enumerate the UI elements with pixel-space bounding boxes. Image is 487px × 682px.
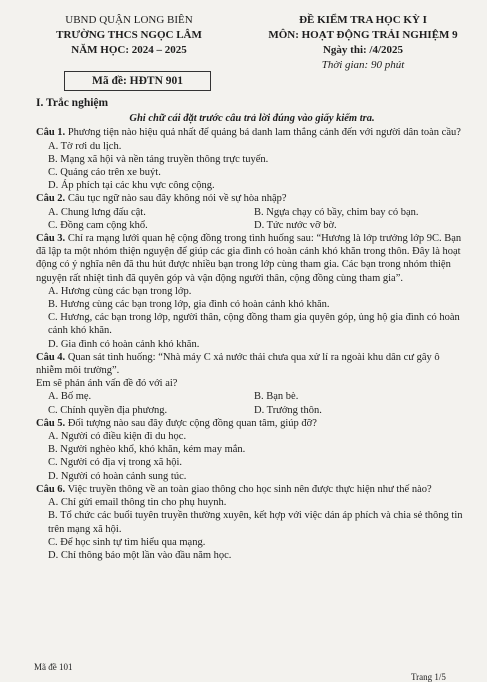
option: A. Hương cùng các bạn trong lớp. xyxy=(48,285,192,297)
option: B. Người nghèo khổ, khó khăn, kém may mắn. xyxy=(48,444,246,456)
option: C. Đồng cam cộng khổ. xyxy=(48,219,148,231)
exam-subject: MÔN: HOẠT ĐỘNG TRẢI NGHIỆM 9 xyxy=(268,29,458,41)
option: C. Quảng cáo trên xe buýt. xyxy=(48,167,161,179)
instruction: Ghi chữ cái đặt trước câu trả lời đúng vào giấy kiểm tra. xyxy=(129,113,375,125)
question-number: Câu 2. xyxy=(36,193,66,205)
school-name: TRƯỜNG THCS NGỌC LÂM xyxy=(56,29,202,41)
question-3 xyxy=(36,232,468,285)
option-row xyxy=(48,219,468,232)
section-title: I. Trắc nghiệm xyxy=(36,97,109,109)
question-number: Câu 6. xyxy=(36,483,66,495)
option: C. Để học sinh tự tìm hiểu qua mạng. xyxy=(48,536,206,548)
option: D. Trưởng thôn. xyxy=(254,404,322,416)
exam-time: Thời gian: 90 phút xyxy=(321,59,405,71)
exam-date: Ngày thi: /4/2025 xyxy=(322,44,404,56)
option: A. Chung lưng đấu cật. xyxy=(48,206,146,218)
option: D. Người có hoàn cảnh sung túc. xyxy=(48,470,187,482)
option: B. Hương cùng các bạn trong lớp, gia đình có hoàn cảnh khó khăn. xyxy=(48,299,330,311)
question-text: Việc truyền thông về an toàn giao thông cho học sinh nên được thực hiện như thế nào? xyxy=(67,483,432,495)
exam-code-box: Mã đề: HĐTN 901 xyxy=(64,71,211,91)
option: A. Chỉ gửi email thông tin cho phụ huynh. xyxy=(48,497,227,509)
question-text: Đối tượng nào sau đây được cộng đồng quan tâm, giúp đỡ? xyxy=(67,417,317,429)
question-2 xyxy=(36,192,468,205)
question-number: Câu 3. xyxy=(36,233,66,245)
school-header xyxy=(36,13,222,58)
question-5 xyxy=(36,417,468,430)
question-6 xyxy=(36,483,468,496)
question-number: Câu 5. xyxy=(36,417,66,429)
option: D. Áp phích tại các khu vực công cộng. xyxy=(48,180,215,192)
question-text: Chỉ ra mạng lưới quan hệ cộng đồng trong tình huống sau: “Hương là lớp trưởng lớp 9C. Bạn đã lập ta một nhóm thiện nguyện để giúp các gia đình có hoàn cảnh khó khăn trong thôn. Đây là hoạt động có ý nghĩa nên đã thu hút được nhiều bạn trong lớp cùng tham gia. Các bạn trong nhóm thiện nguyện rất nhiệt tình đã quyên góp và vận động người thân, cộng đồng cùng tham gia”. xyxy=(36,233,462,284)
footer-exam-code: Mã đề 101 xyxy=(34,662,73,672)
question-number: Câu 1. xyxy=(36,127,66,139)
school-year: NĂM HỌC: 2024 – 2025 xyxy=(71,44,187,56)
footer-page-number: Trang 1/5 xyxy=(411,672,446,682)
option: B. Tổ chức các buổi tuyên truyền thường xuyên, kết hợp với việc dán áp phích và chia sẻ thông tin trên mạng xã hội. xyxy=(48,510,463,535)
option: C. Người có địa vị trong xã hội. xyxy=(48,457,183,469)
question-4 xyxy=(36,351,468,377)
option-row xyxy=(48,390,468,403)
option: B. Mạng xã hội và nền tảng truyền thông trực tuyến. xyxy=(48,153,269,165)
question-1 xyxy=(36,126,468,139)
option-row xyxy=(48,206,468,219)
option: A. Tờ rơi du lịch. xyxy=(48,140,122,152)
option: D. Gia đình có hoàn cảnh khó khăn. xyxy=(48,338,200,350)
option: B. Bạn bè. xyxy=(254,391,299,403)
district-name: UBND QUẬN LONG BIÊN xyxy=(65,14,193,26)
option: C. Hương, các bạn trong lớp, người thân, cộng đồng tham gia quyên góp, ủng hộ gia đình có hoàn cảnh khó khăn. xyxy=(48,312,460,337)
option: A. Bố mẹ. xyxy=(48,391,92,403)
option: D. Chỉ thông báo một lần vào đầu năm học. xyxy=(48,549,232,561)
exam-title: ĐỀ KIỂM TRA HỌC KỲ I xyxy=(299,14,427,26)
option: B. Ngựa chạy có bầy, chim bay có bạn. xyxy=(254,206,419,218)
question-text: Quan sát tình huống: “Nhà máy C xả nước thải chưa qua xử lí ra ngoài khu dân cư gây ô nhiễm môi trường”. xyxy=(36,351,440,377)
option: A. Người có điều kiện đi du học. xyxy=(48,431,187,443)
option-row xyxy=(48,404,468,417)
question-4-prompt: Em sẽ phản ánh vấn đề đó với ai? xyxy=(36,378,178,390)
option: D. Tức nước vỡ bờ. xyxy=(254,219,337,231)
exam-body xyxy=(36,97,468,562)
exam-header xyxy=(248,13,478,73)
question-number: Câu 4. xyxy=(36,351,66,363)
question-text: Phương tiện nào hiệu quả nhất để quảng bá danh lam thắng cảnh đến với người dân toàn cầu? xyxy=(67,127,461,139)
question-text: Câu tục ngữ nào sau đây không nói về sự hòa nhập? xyxy=(67,193,287,205)
option: C. Chính quyền địa phương. xyxy=(48,404,168,416)
